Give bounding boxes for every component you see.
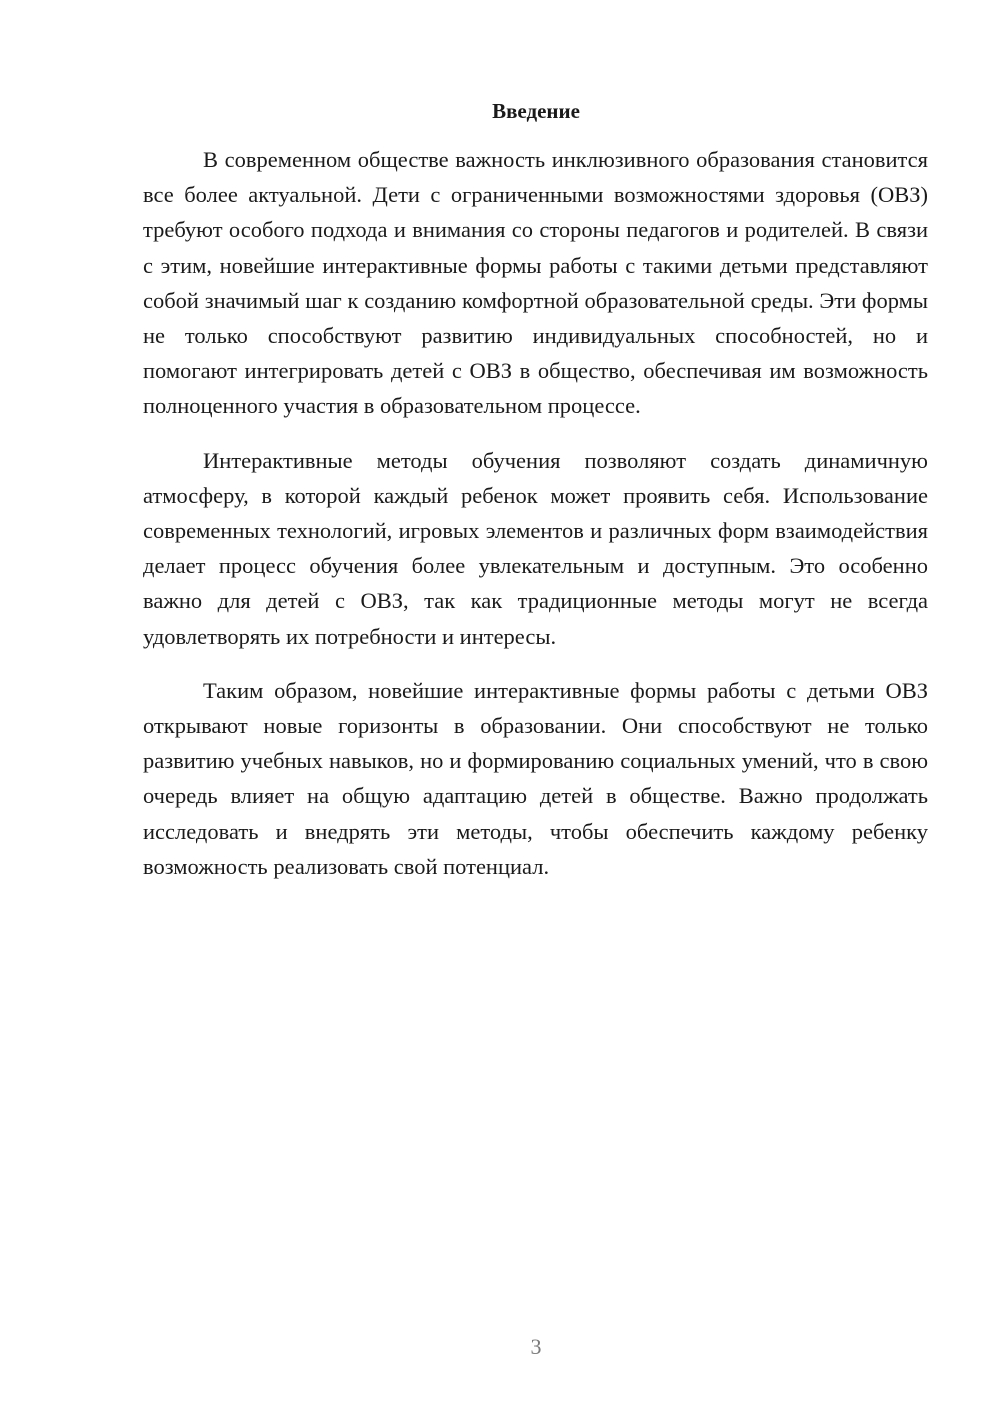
paragraph-2: Интерактивные методы обучения позволяют создать динамичную атмосферу, в которой каждый ребенок может проявить себя. Использование современных технологий, игровых элементов и различных форм взаимодействия делает процесс обучения более увлекательным и доступным. Это особенно важно для детей с ОВЗ, так как традиционные методы могут не всегда удовлетворять их потребности и интересы. [143, 447, 928, 649]
page-number: 3 [530, 1334, 542, 1359]
body-text [143, 142, 928, 903]
section-heading: Введение [492, 99, 580, 123]
paragraph-3: Таким образом, новейшие интерактивные формы работы с детьми ОВЗ открывают новые горизонты в образовании. Они способствуют не только развитию учебных навыков, но и формированию социальных умений, что в свою очередь влияет на общую адаптацию детей в обществе. Важно продолжать исследовать и внедрять эти методы, чтобы обеспечить каждому ребенку возможность реализовать свой потенциал. [143, 677, 928, 879]
paragraph-1: В современном обществе важность инклюзивного образования становится все более актуальной. Дети с ограниченными возможностями здоровья (ОВЗ) требуют особого подхода и внимания со стороны педагогов и родителей. В связи с этим, новейшие интерактивные формы работы с такими детьми представляют собой значимый шаг к созданию комфортной образовательной среды. Эти формы не только способствуют развитию индивидуальных способностей, но и помогают интегрировать детей с ОВЗ в общество, обеспечивая им возможность полноценного участия в образовательном процессе. [143, 147, 928, 419]
